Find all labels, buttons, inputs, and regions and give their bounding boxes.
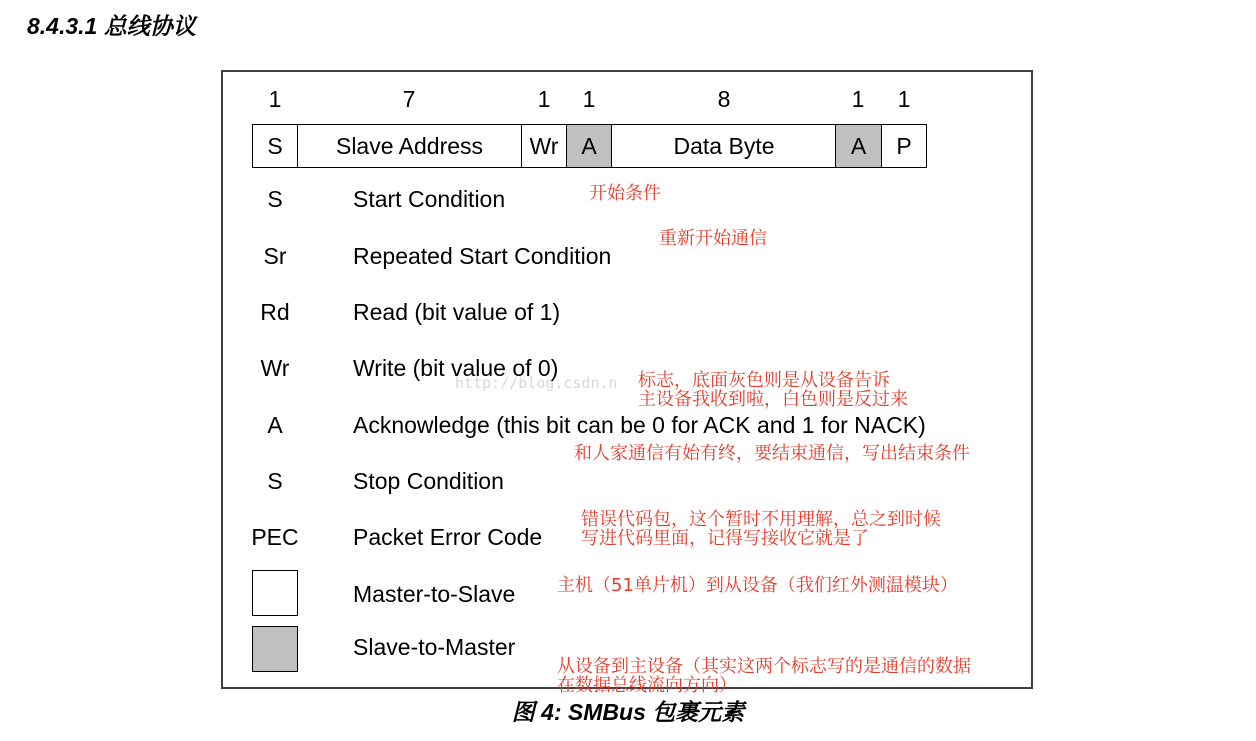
definition-text: Packet Error Code [353, 524, 543, 550]
bit-count: 7 [402, 86, 416, 112]
legend-label: Master-to-Slave [353, 581, 516, 607]
annotation-note: 和人家通信有始有终，要结束通信，写出结束条件 [574, 443, 970, 464]
definition-abbr: S [267, 468, 283, 494]
bit-count: 1 [897, 86, 911, 112]
bit-count: 1 [537, 86, 551, 112]
annotation-note: 主机（51单片机）到从设备（我们红外测温模块） [557, 575, 958, 596]
annotation-note: 错误代码包，这个暂时不用理解，总之到时候 写进代码里面，记得写接收它就是了 [581, 509, 941, 549]
definition-text: Acknowledge (this bit can be 0 for ACK and 1 for NACK) [353, 412, 926, 438]
definition-abbr: A [267, 412, 283, 438]
bit-count: 1 [582, 86, 596, 112]
legend-swatch-gray [252, 626, 298, 672]
definition-text: Write (bit value of 0) [353, 355, 559, 381]
packet-cell-slave-address: Slave Address [297, 124, 522, 168]
legend-swatch-white [252, 570, 298, 616]
packet-cell-ack: A [566, 124, 612, 168]
packet-cell-stop: P [881, 124, 927, 168]
definition-text: Read (bit value of 1) [353, 299, 561, 325]
definition-abbr: Rd [260, 299, 290, 325]
definition-text: Start Condition [353, 186, 506, 212]
packet-cell-data-byte: Data Byte [611, 124, 837, 168]
annotation-note: 标志，底面灰色则是从设备告诉 主设备我收到啦，白色则是反过来 [638, 370, 908, 410]
annotation-note: 重新开始通信 [659, 228, 767, 249]
figure-caption: 图 4: SMBus 包裹元素 [511, 699, 745, 725]
definition-text: Repeated Start Condition [353, 243, 612, 269]
packet-cell-start: S [252, 124, 298, 168]
legend-label: Slave-to-Master [353, 634, 516, 660]
definition-abbr: Sr [263, 243, 287, 269]
annotation-note: 从设备到主设备（其实这两个标志写的是通信的数据 在数据总线流向方向） [557, 656, 971, 696]
bit-count: 8 [717, 86, 731, 112]
packet-cell-ack: A [835, 124, 882, 168]
definition-abbr: PEC [251, 524, 299, 550]
bit-count: 1 [268, 86, 282, 112]
annotation-note: 开始条件 [589, 183, 661, 204]
section-heading: 8.4.3.1 总线协议 [27, 13, 196, 39]
packet-cell-write: Wr [521, 124, 567, 168]
watermark-text: http://blog.csdn.n [455, 374, 618, 392]
bit-count: 1 [851, 86, 865, 112]
definition-abbr: S [267, 186, 283, 212]
definition-abbr: Wr [260, 355, 290, 381]
definition-text: Stop Condition [353, 468, 504, 494]
